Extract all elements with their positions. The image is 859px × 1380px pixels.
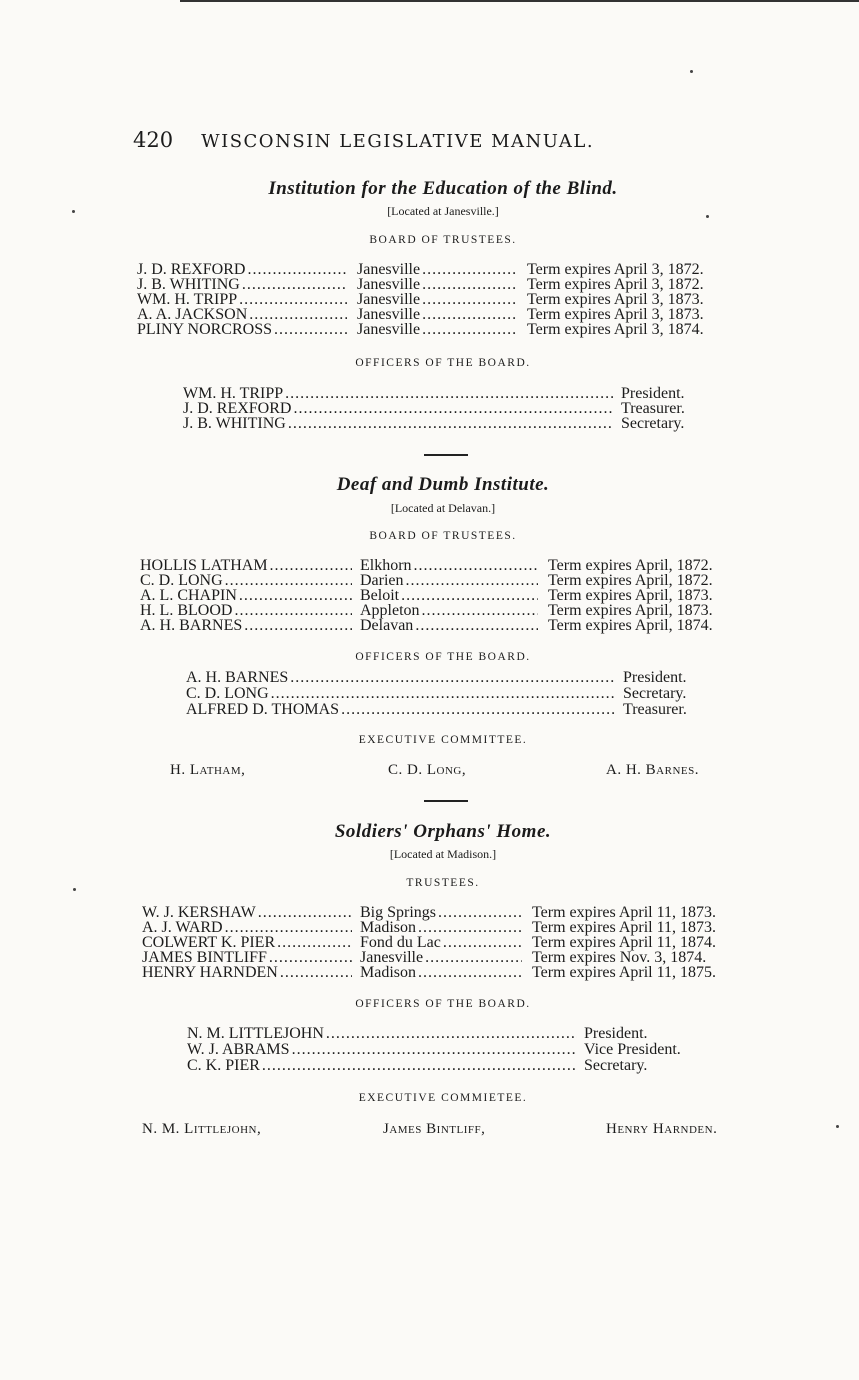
trustee-place: Madison xyxy=(360,920,416,936)
officer-row xyxy=(187,1058,647,1074)
trustee-place: Appleton xyxy=(360,603,420,619)
officer-name: ALFRED D. THOMAS xyxy=(186,701,340,718)
officer-role: President. xyxy=(623,669,687,686)
officers-heading-deaf: OFFICERS OF THE BOARD. xyxy=(355,651,531,663)
board-heading-deaf: BOARD OF TRUSTEES. xyxy=(369,530,517,542)
location-note-deaf: [Located at Delavan.] xyxy=(390,501,496,515)
running-title: WISCONSIN LEGISLATIVE MANUAL. xyxy=(201,131,595,152)
trustee-row xyxy=(137,277,704,293)
section-title-blind: Institution for the Education of the Blind. xyxy=(268,178,618,199)
officers-heading-blind: OFFICERS OF THE BOARD. xyxy=(355,357,531,369)
trustee-place: Elkhorn xyxy=(360,558,412,574)
trustee-place: Janesville xyxy=(357,262,421,278)
trustee-term: Term expires April, 1872. xyxy=(548,558,713,574)
trustee-row xyxy=(142,950,706,966)
trustee-name: WM. H. TRIPP xyxy=(137,292,238,308)
section-title-orphans: Soldiers' Orphans' Home. xyxy=(334,821,552,842)
exec-heading-deaf: EXECUTIVE COMMITTEE. xyxy=(358,734,528,746)
exec-member: A. H. Barnes. xyxy=(606,762,699,778)
trustee-place: Big Springs xyxy=(360,905,437,921)
trustee-row xyxy=(137,307,704,323)
location-note-orphans: [Located at Madison.] xyxy=(389,847,497,861)
trustee-row xyxy=(137,262,704,278)
officer-row xyxy=(186,686,686,702)
trustee-place: Janesville xyxy=(360,950,424,966)
trustee-row xyxy=(140,588,713,604)
trustee-term: Term expires April 3, 1872. xyxy=(527,262,704,278)
officer-name: J. D. REXFORD xyxy=(183,400,292,417)
running-header xyxy=(133,128,733,152)
officer-role: Secretary. xyxy=(623,685,687,702)
exec-member: Henry Harnden. xyxy=(606,1121,718,1137)
officer-role: Secretary. xyxy=(621,415,685,432)
trustee-row xyxy=(142,965,716,981)
officer-name: A. H. BARNES xyxy=(186,669,289,686)
page-number: 420 xyxy=(133,128,174,152)
trustee-row xyxy=(140,603,713,619)
trustee-place: Beloit xyxy=(360,588,400,604)
trustee-name: J. D. REXFORD xyxy=(137,262,246,278)
trustee-term: Term expires April 3, 1872. xyxy=(527,277,704,293)
trustee-name: A. L. CHAPIN xyxy=(140,588,237,604)
trustee-name: PLINY NORCROSS xyxy=(137,322,272,338)
officer-role: Secretary. xyxy=(584,1057,648,1074)
trustee-name: H. L. BLOOD xyxy=(140,603,233,619)
section-divider xyxy=(424,454,468,456)
trustee-term: Term expires April 3, 1873. xyxy=(527,307,704,323)
trustee-term: Term expires April, 1874. xyxy=(548,618,713,634)
officer-name: WM. H. TRIPP xyxy=(183,385,284,402)
trustee-row xyxy=(137,322,704,338)
officer-row xyxy=(187,1042,681,1058)
officer-row xyxy=(186,670,687,686)
trustee-row xyxy=(142,905,716,921)
trustee-row xyxy=(140,618,713,634)
trustee-name: A. J. WARD xyxy=(142,920,223,936)
trustee-name: HOLLIS LATHAM xyxy=(140,558,268,574)
exec-member: H. Latham, xyxy=(170,762,246,778)
trustee-name: JAMES BINTLIFF xyxy=(142,950,267,966)
trustee-term: Term expires April, 1873. xyxy=(548,603,713,619)
location-note-blind: [Located at Janesville.] xyxy=(387,204,499,218)
trustee-row xyxy=(140,558,713,574)
officer-role: President. xyxy=(584,1025,648,1042)
trustee-term: Term expires April, 1873. xyxy=(548,588,713,604)
trustee-name: W. J. KERSHAW xyxy=(142,905,256,921)
trustee-place: Madison xyxy=(360,965,416,981)
scan-speck xyxy=(72,210,75,213)
trustee-row xyxy=(140,573,713,589)
scan-speck xyxy=(690,70,693,73)
exec-heading-orphans: EXECUTIVE COMMIETEE. xyxy=(358,1092,528,1104)
trustee-term: Term expires April 3, 1873. xyxy=(527,292,704,308)
trustee-place: Janesville xyxy=(357,292,421,308)
exec-member: C. D. Long, xyxy=(388,762,467,778)
officer-name: W. J. ABRAMS xyxy=(187,1041,290,1058)
trustee-term: Term expires April 11, 1875. xyxy=(532,965,717,981)
officers-heading-orphans: OFFICERS OF THE BOARD. xyxy=(355,998,531,1010)
section-divider xyxy=(424,800,468,802)
officer-row xyxy=(183,416,684,432)
trustee-place: Delavan xyxy=(360,618,414,634)
officer-role: Treasurer. xyxy=(623,701,687,718)
trustee-place: Darien xyxy=(360,573,404,589)
scan-speck xyxy=(73,888,76,891)
exec-member: N. M. Littlejohn, xyxy=(142,1121,262,1137)
scan-speck xyxy=(836,1125,839,1128)
scan-speck xyxy=(706,215,709,218)
officer-row xyxy=(187,1026,648,1042)
trustee-row xyxy=(142,935,716,951)
trustee-row xyxy=(142,920,716,936)
trustee-name: A. A. JACKSON xyxy=(137,307,248,323)
exec-member: James Bintliff, xyxy=(383,1121,486,1137)
page-edge-line xyxy=(180,0,859,2)
trustee-term: Term expires April 11, 1873. xyxy=(532,920,717,936)
trustee-place: Janesville xyxy=(357,277,421,293)
trustee-name: COLWERT K. PIER xyxy=(142,935,276,951)
officer-name: C. K. PIER xyxy=(187,1057,260,1074)
trustee-row xyxy=(137,292,704,308)
board-heading-orphans: TRUSTEES. xyxy=(406,877,480,889)
trustee-term: Term expires Nov. 3, 1874. xyxy=(532,950,707,966)
trustee-place: Janesville xyxy=(357,307,421,323)
trustee-place: Janesville xyxy=(357,322,421,338)
trustee-term: Term expires April 3, 1874. xyxy=(527,322,704,338)
officer-name: J. B. WHITING xyxy=(183,415,286,432)
board-heading-blind: BOARD OF TRUSTEES. xyxy=(369,234,517,246)
trustee-name: A. H. BARNES xyxy=(140,618,243,634)
trustee-name: J. B. WHITING xyxy=(137,277,240,293)
trustee-name: C. D. LONG xyxy=(140,573,223,589)
officer-role: Vice President. xyxy=(584,1041,681,1058)
trustee-term: Term expires April 11, 1873. xyxy=(532,905,717,921)
officer-name: N. M. LITTLEJOHN xyxy=(187,1025,324,1042)
trustee-term: Term expires April, 1872. xyxy=(548,573,713,589)
officer-name: C. D. LONG xyxy=(186,685,269,702)
officer-role: Treasurer. xyxy=(621,400,685,417)
trustee-place: Fond du Lac xyxy=(360,935,441,951)
officer-row xyxy=(186,702,687,718)
trustee-name: HENRY HARNDEN xyxy=(142,965,278,981)
officer-role: President. xyxy=(621,385,685,402)
section-title-deaf: Deaf and Dumb Institute. xyxy=(336,474,550,495)
trustee-term: Term expires April 11, 1874. xyxy=(532,935,717,951)
